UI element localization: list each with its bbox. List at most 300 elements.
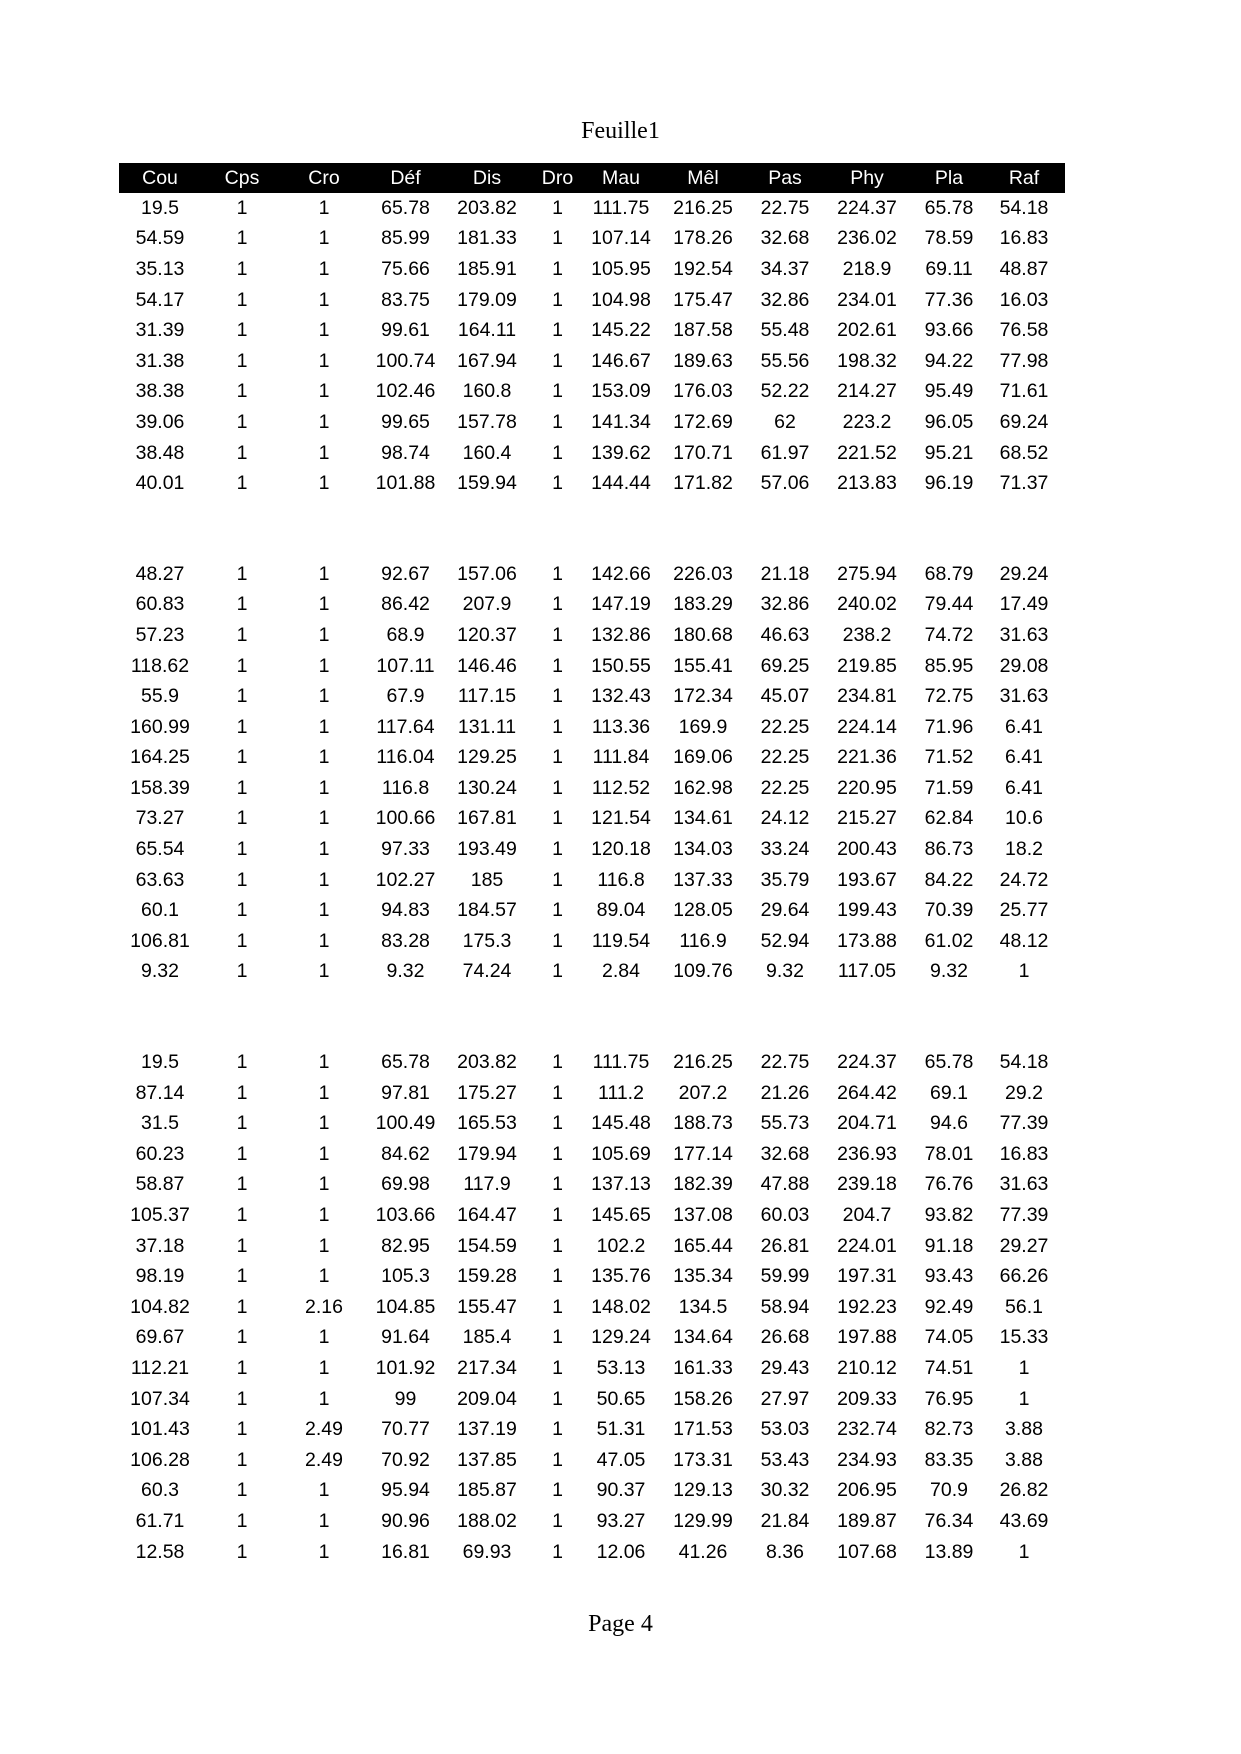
table-cell: 148.02 [591,1295,651,1318]
table-cell: 213.83 [837,472,897,495]
table-cell: 111.2 [598,1081,644,1104]
table-cell: 107.34 [130,1387,190,1410]
table-cell: 1 [318,196,330,219]
table-cell: 2.49 [305,1418,343,1441]
table-cell: 1 [318,1204,330,1227]
table-row [119,1414,1065,1445]
table-row [119,315,1065,346]
table-cell: 55.48 [760,319,810,342]
table-cell: 131.11 [457,715,517,738]
table-cell: 68.79 [924,562,974,585]
table-cell: 97.33 [381,838,430,861]
table-cell: 17.49 [999,593,1049,616]
column-header: Cro [283,163,365,193]
table-cell: 77.39 [999,1112,1049,1135]
table-cell: 239.18 [837,1173,897,1196]
table-cell: 179.94 [457,1142,517,1165]
table-cell: 209.33 [837,1387,897,1410]
table-cell: 157.78 [457,410,517,433]
table-cell: 1 [552,1142,563,1165]
table-cell: 3.88 [1005,1448,1043,1471]
table-cell: 53.43 [760,1448,810,1471]
table-cell: 70.77 [381,1418,430,1441]
table-cell: 1 [1018,1540,1030,1563]
table-cell: 62 [774,410,796,433]
table-cell: 113.36 [591,715,651,738]
table-cell: 1 [318,288,330,311]
table-cell: 26.81 [760,1234,810,1257]
table-cell: 100.49 [375,1112,436,1135]
table-cell: 1 [552,960,563,983]
table-cell: 1 [552,1112,563,1135]
table-cell: 232.74 [837,1418,897,1441]
table-cell: 1 [318,960,330,983]
table-row [119,957,1065,988]
table-cell: 129.13 [673,1479,733,1502]
table-row [119,1200,1065,1231]
table-cell: 90.37 [596,1479,646,1502]
table-cell: 137.33 [673,868,733,891]
table-cell: 1 [552,929,563,952]
table-cell: 1 [236,257,248,280]
table-cell: 1 [236,441,248,464]
table-cell: 1 [318,562,330,585]
table-cell: 15.33 [999,1326,1049,1349]
table-cell: 32.86 [760,288,810,311]
table-cell: 30.32 [760,1479,810,1502]
table-cell: 105.3 [381,1265,430,1288]
table-cell: 139.62 [591,441,651,464]
table-cell: 82.95 [381,1234,430,1257]
table-cell: 54.17 [135,288,185,311]
column-header: Cps [201,163,283,193]
table-cell: 10.6 [1005,807,1043,830]
table-row [119,620,1065,651]
table-cell: 1 [236,349,248,372]
table-cell: 37.18 [135,1234,185,1257]
table-cell: 95.49 [924,380,974,403]
table-cell: 141.34 [591,410,651,433]
table-cell: 1 [236,1479,248,1502]
table-cell: 178.26 [673,227,733,250]
table-cell: 58.94 [760,1295,810,1318]
table-cell: 1 [1018,1387,1030,1410]
table-cell: 1 [236,776,248,799]
table-cell: 68.52 [999,441,1049,464]
table-cell: 129.99 [673,1509,733,1532]
table-cell: 100.74 [375,349,436,372]
table-cell: 171.53 [673,1418,733,1441]
table-cell: 165.44 [673,1234,733,1257]
table-cell: 101.43 [130,1418,190,1441]
table-cell: 31.63 [999,685,1049,708]
table-cell: 1 [318,1051,330,1074]
table-cell: 54.59 [135,227,185,250]
table-cell: 1 [236,715,248,738]
column-header: Pla [915,163,983,193]
column-header: Pas [751,163,819,193]
table-cell: 147.19 [591,593,651,616]
table-cell: 240.02 [837,593,897,616]
table-cell: 29.08 [999,654,1049,677]
table-cell: 74.24 [462,960,512,983]
table-cell: 172.34 [673,685,733,708]
table-cell: 19.5 [141,1051,179,1074]
table-cell: 1 [552,746,563,769]
table-cell: 93.82 [924,1204,974,1227]
table-cell: 1 [552,838,563,861]
table-cell: 47.05 [596,1448,646,1471]
table-cell: 65.78 [924,196,974,219]
table-row [119,559,1065,590]
table-cell: 159.28 [457,1265,517,1288]
table-cell: 105.69 [591,1142,651,1165]
table-cell: 111.84 [592,746,650,769]
table-cell: 25.77 [999,899,1049,922]
table-cell: 1 [552,227,563,250]
table-cell: 172.69 [673,410,733,433]
table-cell: 203.82 [457,196,517,219]
table-cell: 9.32 [930,960,968,983]
table-cell: 55.73 [760,1112,810,1135]
column-header: Mau [587,163,655,193]
table-cell: 21.26 [760,1081,810,1104]
table-cell: 47.88 [760,1173,810,1196]
table-cell: 134.5 [678,1295,728,1318]
table-cell: 19.5 [141,196,179,219]
data-table [119,163,1065,1567]
table-cell: 71.96 [924,715,974,738]
table-cell: 22.75 [760,1051,810,1074]
table-cell: 1 [236,593,248,616]
table-row [119,651,1065,682]
table-cell: 61.71 [135,1509,185,1532]
table-cell: 1 [236,227,248,250]
table-cell: 6.41 [1005,776,1043,799]
table-cell: 1 [318,1081,330,1104]
table-cell: 93.27 [596,1509,646,1532]
table-cell: 1 [236,288,248,311]
table-cell: 142.66 [591,562,651,585]
table-row [119,743,1065,774]
table-cell: 206.95 [837,1479,897,1502]
table-cell: 58.87 [135,1173,185,1196]
table-cell: 112.21 [130,1356,190,1379]
table-cell: 1 [318,623,330,646]
table-cell: 40.01 [135,472,185,495]
table-cell: 167.94 [457,349,517,372]
table-cell: 135.34 [673,1265,733,1288]
table-cell: 128.05 [673,899,733,922]
table-cell: 52.94 [760,929,810,952]
table-cell: 1 [552,562,563,585]
table-cell: 145.22 [591,319,651,342]
table-row [119,865,1065,896]
table-cell: 177.14 [673,1142,733,1165]
table-cell: 1 [318,593,330,616]
block-spacer [119,499,1065,559]
table-cell: 60.83 [135,593,185,616]
table-cell: 1 [318,715,330,738]
table-cell: 224.37 [837,196,897,219]
table-cell: 73.27 [135,807,185,830]
column-header: Dro [528,163,587,193]
table-cell: 29.24 [999,562,1049,585]
table-cell: 176.03 [673,380,733,403]
table-cell: 200.43 [837,838,897,861]
table-cell: 1 [552,623,563,646]
table-cell: 234.93 [837,1448,897,1471]
table-cell: 61.97 [760,441,810,464]
table-cell: 102.46 [375,380,436,403]
table-row [119,1139,1065,1170]
table-cell: 116.04 [376,746,435,769]
table-cell: 1 [318,1326,330,1349]
table-row [119,377,1065,408]
table-cell: 86.73 [924,838,974,861]
table-cell: 1 [552,1081,563,1104]
table-cell: 2.49 [305,1448,343,1471]
table-cell: 41.26 [678,1540,728,1563]
table-cell: 16.83 [999,227,1049,250]
table-row [119,1476,1065,1507]
table-cell: 67.9 [386,685,425,708]
table-cell: 1 [318,319,330,342]
table-cell: 91.18 [924,1234,974,1257]
table-row [119,1170,1065,1201]
table-cell: 160.99 [130,715,190,738]
table-cell: 79.44 [924,593,974,616]
table-cell: 1 [318,776,330,799]
table-cell: 60.03 [760,1204,810,1227]
table-cell: 117.15 [457,685,517,708]
table-cell: 158.26 [673,1387,733,1410]
table-cell: 1 [236,562,248,585]
table-cell: 2.84 [602,960,640,983]
table-cell: 155.47 [457,1295,517,1318]
table-cell: 1 [236,1540,248,1563]
table-cell: 238.2 [842,623,892,646]
table-cell: 68.9 [386,623,425,646]
table-cell: 103.66 [375,1204,436,1227]
table-cell: 9.32 [386,960,425,983]
table-cell: 45.07 [760,685,810,708]
table-cell: 34.37 [760,257,810,280]
table-row [119,254,1065,285]
table-cell: 1 [318,1265,330,1288]
table-cell: 1 [552,1326,563,1349]
table-cell: 99.65 [381,410,430,433]
table-row [119,712,1065,743]
table-cell: 93.66 [924,319,974,342]
table-cell: 90.96 [381,1509,430,1532]
table-row [119,590,1065,621]
table-cell: 173.31 [673,1448,733,1471]
table-cell: 102.2 [596,1234,646,1257]
table-row [119,1047,1065,1078]
table-cell: 220.95 [837,776,897,799]
table-cell: 31.39 [135,319,185,342]
table-cell: 3.88 [1005,1418,1043,1441]
table-cell: 134.61 [673,807,733,830]
table-cell: 69.98 [381,1173,430,1196]
table-cell: 130.24 [457,776,517,799]
table-cell: 210.12 [837,1356,897,1379]
table-cell: 175.3 [462,929,512,952]
table-cell: 1 [552,472,563,495]
table-cell: 86.42 [381,593,430,616]
table-cell: 6.41 [1005,746,1043,769]
table-cell: 99 [394,1387,417,1410]
table-cell: 57.06 [760,472,810,495]
table-cell: 76.95 [924,1387,974,1410]
table-cell: 1 [552,288,563,311]
table-cell: 46.63 [760,623,810,646]
table-cell: 1 [552,380,563,403]
table-cell: 89.04 [596,899,646,922]
table-cell: 199.43 [837,899,897,922]
table-cell: 9.32 [766,960,804,983]
table-cell: 1 [318,1540,330,1563]
table-cell: 197.88 [837,1326,897,1349]
table-cell: 70.9 [930,1479,968,1502]
table-cell: 71.61 [999,380,1049,403]
table-cell: 1 [236,1326,248,1349]
table-cell: 158.39 [130,776,190,799]
table-cell: 1 [318,868,330,891]
table-cell: 101.88 [375,472,436,495]
table-cell: 1 [318,1142,330,1165]
table-cell: 83.35 [924,1448,974,1471]
table-cell: 1 [552,1051,563,1074]
table-cell: 1 [236,746,248,769]
table-cell: 216.25 [673,196,733,219]
table-cell: 69.11 [925,257,973,280]
sheet-title: Feuille1 [581,118,660,144]
table-cell: 1 [552,654,563,677]
table-cell: 146.46 [457,654,517,677]
table-cell: 69.24 [999,410,1049,433]
table-cell: 175.27 [457,1081,517,1104]
table-cell: 1 [318,1509,330,1532]
table-cell: 1 [552,196,563,219]
table-cell: 12.06 [596,1540,646,1563]
table-cell: 18.2 [1005,838,1043,861]
table-cell: 1 [552,868,563,891]
table-cell: 1 [236,1081,248,1104]
table-cell: 102.27 [375,868,436,891]
table-cell: 169.9 [678,715,728,738]
table-cell: 224.37 [837,1051,897,1074]
table-cell: 171.82 [673,472,733,495]
table-cell: 1 [552,1448,563,1471]
table-cell: 1 [318,807,330,830]
table-cell: 275.94 [837,562,897,585]
table-cell: 1 [236,899,248,922]
column-header: Raf [983,163,1065,193]
table-cell: 182.39 [673,1173,733,1196]
table-cell: 181.33 [457,227,517,250]
table-cell: 78.59 [924,227,974,250]
table-cell: 134.64 [673,1326,733,1349]
table-cell: 16.83 [999,1142,1049,1165]
table-cell: 155.41 [673,654,733,677]
table-cell: 1 [318,349,330,372]
table-cell: 234.01 [837,288,897,311]
table-cell: 1 [318,1234,330,1257]
table-cell: 52.22 [760,380,810,403]
table-cell: 29.27 [999,1234,1049,1257]
table-cell: 188.02 [457,1509,517,1532]
table-cell: 137.08 [673,1204,733,1227]
table-cell: 1 [318,1173,330,1196]
table-cell: 65.54 [135,838,185,861]
table-cell: 96.05 [924,410,974,433]
table-cell: 1 [552,593,563,616]
table-row [119,1078,1065,1109]
table-cell: 1 [552,257,563,280]
table-cell: 1 [318,441,330,464]
table-cell: 1 [236,1448,248,1471]
table-cell: 55.9 [141,685,179,708]
table-cell: 134.03 [673,838,733,861]
table-cell: 21.84 [760,1509,810,1532]
table-cell: 60.3 [141,1479,179,1502]
table-row [119,1506,1065,1537]
table-cell: 137.85 [457,1448,517,1471]
table-cell: 164.25 [130,746,190,769]
table-cell: 180.68 [673,623,733,646]
table-cell: 24.72 [999,868,1049,891]
table-cell: 106.28 [130,1448,190,1471]
table-cell: 121.54 [591,807,651,830]
table-cell: 157.06 [457,562,517,585]
table-cell: 22.25 [760,776,810,799]
table-row [119,1384,1065,1415]
table-cell: 83.28 [381,929,430,952]
table-cell: 209.04 [457,1387,517,1410]
table-cell: 1 [552,807,563,830]
table-cell: 1 [236,654,248,677]
table-row [119,773,1065,804]
page-number: Page 4 [588,1611,653,1637]
table-cell: 1 [318,1479,330,1502]
table-row [119,1353,1065,1384]
table-cell: 1 [318,838,330,861]
table-cell: 13.89 [924,1540,974,1563]
table-cell: 107.14 [591,227,651,250]
table-cell: 29.43 [760,1356,810,1379]
table-cell: 137.13 [591,1173,651,1196]
table-cell: 185.87 [457,1479,517,1502]
table-row [119,438,1065,469]
table-cell: 96.19 [924,472,974,495]
table-cell: 1 [552,685,563,708]
column-header: Dis [446,163,528,193]
table-cell: 38.38 [135,380,185,403]
table-cell: 75.66 [381,257,430,280]
table-cell: 1 [552,1356,563,1379]
table-cell: 85.99 [381,227,430,250]
table-row [119,1445,1065,1476]
table-cell: 77.36 [924,288,974,311]
table-cell: 82.73 [924,1418,974,1441]
table-cell: 236.93 [837,1142,897,1165]
table-cell: 1 [318,685,330,708]
table-cell: 106.81 [130,929,190,952]
table-cell: 1 [236,1051,248,1074]
column-header: Cou [119,163,201,193]
